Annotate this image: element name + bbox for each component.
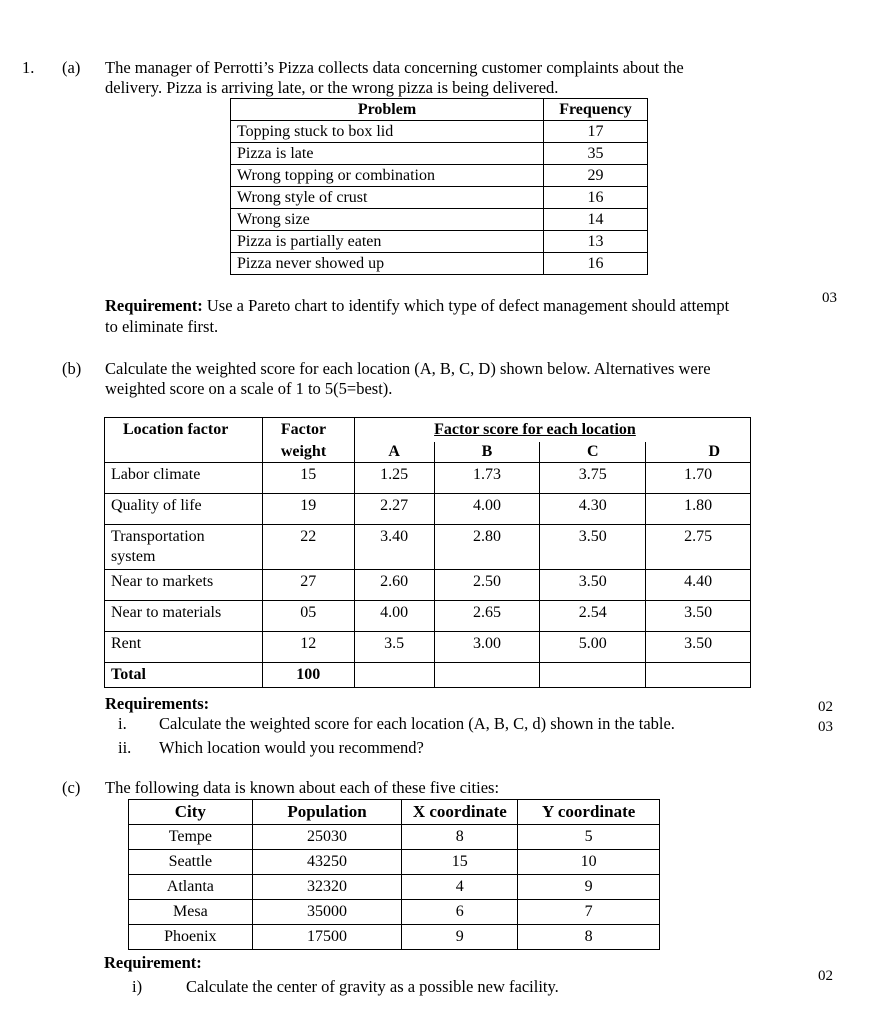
table-row	[105, 632, 751, 663]
frequency-cell: 35	[544, 143, 648, 165]
table-row	[231, 165, 648, 187]
weight-cell: 22	[262, 525, 354, 570]
score-b-cell: 2.80	[434, 525, 540, 570]
column-header-population: Population	[252, 800, 402, 825]
score-c-cell: 5.00	[540, 632, 646, 663]
table-row	[105, 525, 751, 570]
factor-name: Near to markets	[111, 573, 214, 590]
column-header-b: B	[434, 442, 540, 463]
score-b-cell: 2.50	[434, 570, 540, 601]
score-c-cell: 4.30	[540, 494, 646, 525]
part-a-intro-line2: delivery. Pizza is arriving late, or the wrong pizza is being delivered.	[105, 78, 559, 97]
column-header-a: A	[354, 442, 434, 463]
empty-cell	[540, 663, 646, 688]
population-cell: 43250	[252, 850, 402, 875]
total-value: 100	[262, 663, 354, 688]
score-c-cell: 3.75	[540, 463, 646, 494]
frequency-cell: 16	[544, 187, 648, 209]
part-c-label: (c)	[62, 778, 81, 797]
column-header-factor: Factor	[262, 418, 354, 443]
frequency-cell: 29	[544, 165, 648, 187]
part-b-requirements-label: Requirements:	[105, 694, 210, 713]
table-row	[129, 850, 660, 875]
factor-score-heading: Factor score for each location	[434, 421, 636, 438]
table-row	[105, 494, 751, 525]
score-c-cell: 3.50	[540, 525, 646, 570]
column-header-problem: Problem	[231, 99, 544, 121]
factor-name-line2: system	[111, 548, 156, 565]
score-a-cell: 4.00	[354, 601, 434, 632]
complaints-table	[230, 98, 648, 275]
city-cell: Phoenix	[129, 925, 253, 950]
weight-cell: 05	[262, 601, 354, 632]
score-b-cell: 4.00	[434, 494, 540, 525]
score-d-cell: 1.70	[646, 463, 751, 494]
problem-cell: Topping stuck to box lid	[231, 121, 544, 143]
requirement-text: Use a Pareto chart to identify which type of defect management should attempt	[202, 296, 730, 315]
location-factor-cell	[105, 632, 263, 663]
empty-cell	[354, 663, 434, 688]
part-b-intro-line2: weighted score on a scale of 1 to 5(5=best).	[105, 379, 393, 398]
column-header-location-factor: Location factor	[105, 418, 263, 443]
column-header-frequency: Frequency	[544, 99, 648, 121]
location-factor-cell	[105, 494, 263, 525]
problem-cell: Pizza is late	[231, 143, 544, 165]
score-d-cell: 4.40	[646, 570, 751, 601]
question-number: 1.	[22, 58, 35, 77]
problem-cell: Pizza is partially eaten	[231, 231, 544, 253]
factor-name: Rent	[111, 635, 142, 652]
score-b-cell: 1.73	[434, 463, 540, 494]
table-row	[231, 121, 648, 143]
population-cell: 25030	[252, 825, 402, 850]
score-b-cell: 2.65	[434, 601, 540, 632]
frequency-cell: 17	[544, 121, 648, 143]
y-coordinate-cell: 7	[518, 900, 660, 925]
table-row	[129, 825, 660, 850]
score-d-cell: 2.75	[646, 525, 751, 570]
problem-cell: Pizza never showed up	[231, 253, 544, 275]
requirement-i-text: Calculate the weighted score for each location (A, B, C, d) shown in the table.	[159, 714, 675, 733]
table-row	[231, 187, 648, 209]
part-a-marks: 03	[822, 290, 837, 306]
table-row	[231, 253, 648, 275]
column-header-c: C	[540, 442, 646, 463]
table-row	[231, 231, 648, 253]
empty-cell	[434, 663, 540, 688]
score-b-cell: 3.00	[434, 632, 540, 663]
factor-name: Near to materials	[111, 604, 222, 621]
part-a-requirement	[105, 296, 729, 316]
location-factor-table	[104, 417, 751, 688]
part-b-label: (b)	[62, 359, 82, 378]
y-coordinate-cell: 5	[518, 825, 660, 850]
table-row	[231, 143, 648, 165]
location-factor-cell	[105, 570, 263, 601]
column-header-x-coordinate: X coordinate	[402, 800, 518, 825]
score-a-cell: 1.25	[354, 463, 434, 494]
cities-table	[128, 799, 660, 950]
requirement-ii-text: Which location would you recommend?	[159, 738, 424, 757]
x-coordinate-cell: 15	[402, 850, 518, 875]
weight-cell: 15	[262, 463, 354, 494]
score-a-cell: 3.5	[354, 632, 434, 663]
column-header-city: City	[129, 800, 253, 825]
part-b-intro-line1: Calculate the weighted score for each location (A, B, C, D) shown below. Alternatives were	[105, 359, 711, 378]
table-row	[105, 463, 751, 494]
table-row	[105, 601, 751, 632]
x-coordinate-cell: 8	[402, 825, 518, 850]
table-row	[129, 925, 660, 950]
part-c-intro: The following data is known about each of these five cities:	[105, 778, 500, 797]
factor-name: Labor climate	[111, 466, 201, 483]
location-factor-cell	[105, 525, 263, 570]
y-coordinate-cell: 8	[518, 925, 660, 950]
score-d-cell: 3.50	[646, 601, 751, 632]
x-coordinate-cell: 6	[402, 900, 518, 925]
requirement-label: Requirement:	[105, 296, 203, 315]
score-d-cell: 1.80	[646, 494, 751, 525]
weight-cell: 19	[262, 494, 354, 525]
part-a-intro-line1: The manager of Perrotti’s Pizza collects data concerning customer complaints about the	[105, 58, 684, 77]
location-factor-cell	[105, 463, 263, 494]
total-row	[105, 663, 751, 688]
weight-cell: 12	[262, 632, 354, 663]
table-row	[129, 875, 660, 900]
problem-cell: Wrong style of crust	[231, 187, 544, 209]
score-d-cell: 3.50	[646, 632, 751, 663]
factor-name: Quality of life	[111, 497, 202, 514]
frequency-cell: 14	[544, 209, 648, 231]
column-header-weight: weight	[262, 442, 354, 463]
total-label: Total	[105, 663, 263, 688]
requirement-ii-num: ii.	[118, 738, 132, 757]
factor-name: Transportation	[111, 528, 205, 545]
population-cell: 32320	[252, 875, 402, 900]
score-c-cell: 3.50	[540, 570, 646, 601]
x-coordinate-cell: 9	[402, 925, 518, 950]
part-a-requirement-line2: to eliminate first.	[105, 317, 219, 336]
score-a-cell: 2.27	[354, 494, 434, 525]
table-header-row	[231, 99, 648, 121]
location-factor-cell	[105, 601, 263, 632]
empty-cell	[646, 663, 751, 688]
score-a-cell: 2.60	[354, 570, 434, 601]
part-c-requirement-num: i)	[132, 977, 143, 996]
part-c-requirement-text: Calculate the center of gravity as a possible new facility.	[186, 977, 559, 996]
column-header-d: D	[646, 442, 751, 463]
frequency-cell: 13	[544, 231, 648, 253]
problem-cell: Wrong topping or combination	[231, 165, 544, 187]
city-cell: Seattle	[129, 850, 253, 875]
city-cell: Tempe	[129, 825, 253, 850]
score-a-cell: 3.40	[354, 525, 434, 570]
score-c-cell: 2.54	[540, 601, 646, 632]
table-header-row	[105, 418, 751, 443]
population-cell: 17500	[252, 925, 402, 950]
table-header-row	[129, 800, 660, 825]
city-cell: Mesa	[129, 900, 253, 925]
table-subheader-row	[105, 442, 751, 463]
requirement-i-num: i.	[118, 714, 127, 733]
problem-cell: Wrong size	[231, 209, 544, 231]
part-c-marks: 02	[818, 968, 833, 984]
y-coordinate-cell: 9	[518, 875, 660, 900]
table-row	[129, 900, 660, 925]
weight-cell: 27	[262, 570, 354, 601]
frequency-cell: 16	[544, 253, 648, 275]
table-row	[105, 570, 751, 601]
x-coordinate-cell: 4	[402, 875, 518, 900]
population-cell: 35000	[252, 900, 402, 925]
requirement-i-marks: 02	[818, 699, 833, 715]
column-header-y-coordinate: Y coordinate	[518, 800, 660, 825]
table-row	[231, 209, 648, 231]
y-coordinate-cell: 10	[518, 850, 660, 875]
requirement-ii-marks: 03	[818, 719, 833, 735]
part-c-requirement-label: Requirement:	[104, 953, 202, 972]
city-cell: Atlanta	[129, 875, 253, 900]
part-a-label: (a)	[62, 58, 81, 77]
